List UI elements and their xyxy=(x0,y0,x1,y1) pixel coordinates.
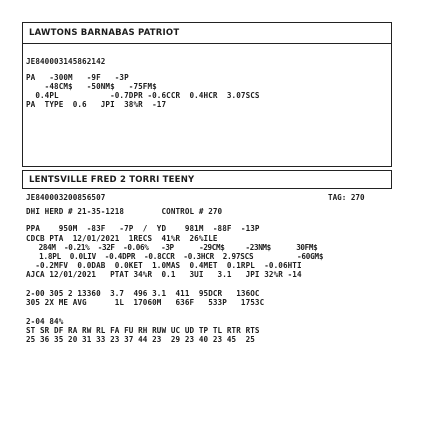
record2-id: JE840003200856507 xyxy=(26,193,106,202)
record2-line: -0.2MFV 0.0DAB 0.0KET 1.0MAS 0.4MET 0.1RPL -0.06HTI xyxy=(26,261,302,270)
record2-line: CDCB PTA 12/01/2021 1RECS 41%R 26%ILE xyxy=(26,234,218,243)
record1-line: PA -300M -9F -3P xyxy=(26,73,129,82)
record2-line: AJCA 12/01/2021 PTAT 34%R 0.1 3UI 3.1 JPI 32%R -14 xyxy=(26,270,302,279)
record2-line: 2-00 305 2 13360 3.7 496 3.1 411 95DCR 136OC xyxy=(26,289,260,298)
record2-line: DHI HERD # 21-35-1218 CONTROL # 270 xyxy=(26,207,223,216)
record2-tag: TAG: 270 xyxy=(328,193,365,202)
record1-line: -48CM$ -50NM$ -75FM$ xyxy=(26,82,157,91)
record2-line: 305 2X ME AVG 1L 17060M 636F 533P 1753C xyxy=(26,298,265,307)
record1-line: PA TYPE 0.6 JPI 38%R -17 xyxy=(26,100,167,109)
record1-id: JE840003145862142 xyxy=(26,57,106,66)
record2-line: PPA 950M -83F -7P / YD 981M -88F -13P xyxy=(26,224,260,233)
record2-line: 2-04 84% xyxy=(26,317,64,326)
record2-line: 1.8PL 0.0LIV -0.4DPR -0.8CCR -0.3HCR 2.97SCS -60GM$ xyxy=(26,252,324,261)
record1-line: 0.4PL -0.7DPR -0.6CCR 0.4HCR 3.07SCS xyxy=(26,91,260,100)
record2-line: 284M -0.21% -32F -0.06% -3P -29CM$ -23NM$ 30FM$ xyxy=(26,243,318,252)
record2-name-header: LENTSVILLE FRED 2 TORRI TEENY xyxy=(22,170,392,189)
record2-line: ST SR DF RA RW RL FA FU RH RUW UC UD TP TL RTR RTS xyxy=(26,326,260,335)
record2-line: 25 36 35 20 31 33 23 37 44 23 29 23 40 23 45 25 xyxy=(26,335,255,344)
record1-name-header: LAWTONS BARNABAS PATRIOT xyxy=(22,22,392,44)
